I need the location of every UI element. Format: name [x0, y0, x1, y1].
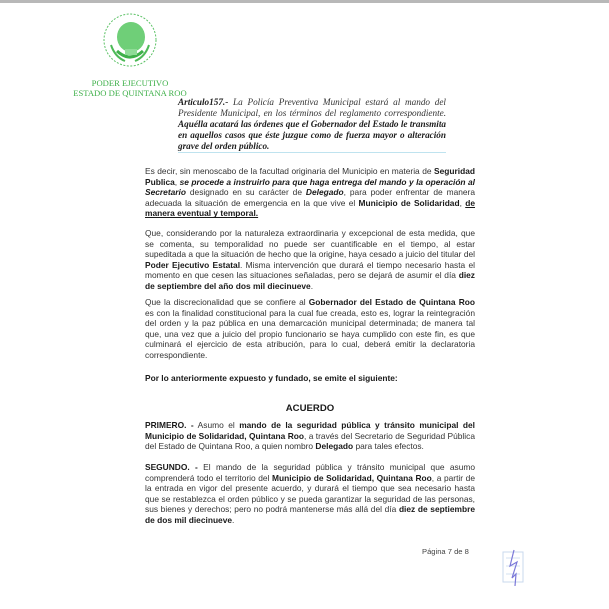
text: Que, considerando por la naturaleza extraordinaria y excepcional de esta medida, que se comenta, su temporalidad no puede ser cuantificable en el tiempo, al estar supeditada a que la situación de hecho que la origine, haya cesado a juicio del titular del	[145, 228, 475, 260]
bold-text: mando de la seguridad pública y tránsito municipal del Municipio de Solidaridad, Quintana Roo	[145, 420, 475, 441]
text: Asumo el	[193, 420, 240, 430]
quoted-article	[178, 97, 446, 152]
bold-text: Municipio de Solidaridad	[358, 197, 460, 208]
text: Que la discrecionalidad que se confiere al	[145, 297, 309, 307]
bold-text: diez de septiembre de dos mil diecinueve	[145, 504, 475, 525]
underlined-bold-text: de manera eventual y temporal.	[145, 197, 475, 219]
text: Es decir, sin menoscabo de la facultad originaria del Municipio en materia de	[145, 166, 435, 176]
coat-of-arms-seal-icon	[95, 5, 165, 75]
bold-italic-text: Delegado	[305, 187, 344, 198]
paragraph-4	[145, 373, 475, 384]
bold-text: diez de septiembre del año dos mil diecinueve	[145, 270, 475, 291]
section-heading: ACUERDO	[285, 403, 335, 414]
text: ,	[459, 197, 466, 208]
text: ,	[174, 176, 180, 187]
bold-text: Por lo anteriormente expuesto y fundado, se emite el siguiente:	[145, 373, 398, 383]
text: designado en su carácter de	[185, 187, 306, 198]
bold-text: Poder Ejecutivo Estatal	[145, 259, 241, 270]
bold-text: Seguridad Publica	[145, 166, 475, 187]
article-bold-text: Aquélla acatará las órdenes que el Gobernador del Estado le transmita en aquellos casos que éste juzgue como de fuerza mayor o alteración grave del orden público.	[178, 119, 446, 151]
text: , para poder enfrentar de manera adecuada la situación de emergencia en la que vive el	[145, 187, 475, 208]
bold-text: Gobernador del Estado de Quintana Roo	[308, 297, 475, 307]
text: es con la finalidad constitucional para la cual fue creada, esto es, lograr la reintegración del orden y la paz pública en una demarcación municipal determinada; de manera tal que, una vez que a juicio del propio funcionario se haya cumplido con este fin, es que culminará el ejercicio de esta atribución, para lo cual, deberá emitir la declaratoria correspondiente.	[145, 307, 475, 360]
text: para tales efectos.	[353, 441, 424, 452]
text: , a través del Secretario de Seguridad Pública del Estado de Quintana Roo, a quien nombro	[145, 430, 475, 452]
paragraph-2	[145, 228, 475, 292]
text: .	[232, 514, 235, 525]
signature-stamp-icon	[500, 548, 526, 588]
paragraph-3	[145, 297, 475, 361]
text: , a partir de la entrada en vigor del presente acuerdo, y durará el tiempo que sea necesario hasta que se restablezca el orden público y se pueda garantizar la seguridad de las personas, sus bienes y derechos; pero no podrá mantenerse más allá del día	[145, 472, 475, 515]
bold-text: Delegado	[315, 441, 354, 452]
clause-primero	[145, 420, 475, 452]
text: . Misma intervención que durará el tiempo necesario hasta el momento en que cesen las situaciones señaladas, pero se dejará de asumir el día	[145, 259, 475, 281]
bold-text: Municipio de Solidaridad, Quintana Roo	[272, 472, 432, 483]
text: El mando de la seguridad pública y tránsito municipal que asumo comprenderá todo el territorio del	[145, 462, 475, 483]
clause-label: PRIMERO. -	[145, 420, 194, 430]
letterhead-line-1: PODER EJECUTIVO	[91, 78, 169, 88]
bold-italic-text: se procede a instruirlo para que haga entrega del mando y la operación al Secretario	[145, 176, 475, 198]
clause-segundo	[145, 462, 475, 526]
top-edge-bar	[0, 0, 609, 3]
paragraph-1	[145, 166, 475, 219]
clause-label: SEGUNDO. -	[145, 462, 198, 472]
page-number: Página 7 de 8	[422, 547, 469, 556]
letterhead-line-2: ESTADO DE QUINTANA ROO	[73, 88, 187, 98]
text: .	[310, 280, 314, 291]
article-text: La Policía Preventiva Municipal estará al mando del Presidente Municipal, en los términos del reglamento correspondiente.	[178, 97, 446, 118]
article-divider	[178, 152, 446, 153]
article-label: Articulo157.-	[178, 97, 229, 107]
